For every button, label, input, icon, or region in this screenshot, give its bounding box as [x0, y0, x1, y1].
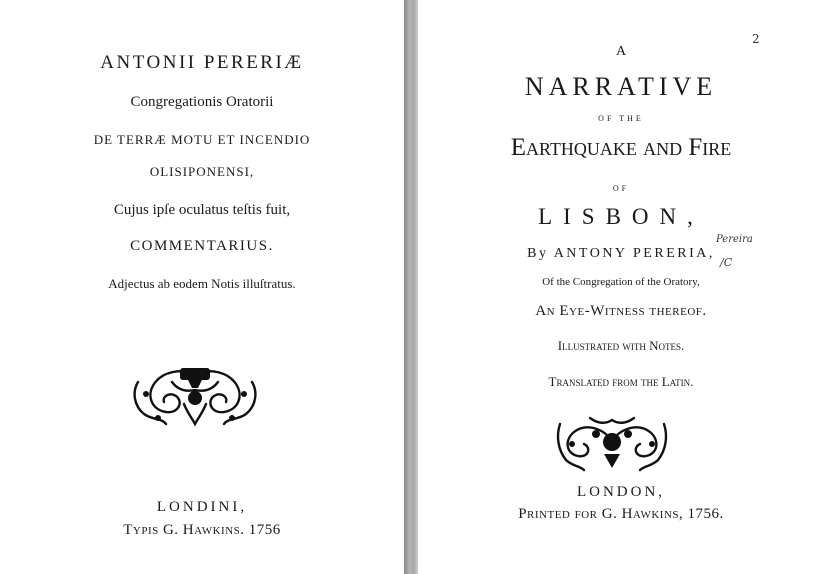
left-line-olisiponensi: OLISIPONENSI,: [149, 164, 255, 179]
printers-ornament-left: [128, 364, 262, 428]
book-gutter: [404, 0, 418, 574]
left-line-cujus: Cujus ipſe oculatus teſtis fuit,: [113, 202, 291, 218]
right-title-page: [418, 0, 824, 574]
left-title: ANTONII PERERIÆ: [100, 52, 304, 73]
right-place: LISBON,: [538, 204, 704, 229]
right-line-translated: Tranſlated from the Latin.: [548, 374, 694, 389]
printers-ornament-right: [554, 410, 670, 472]
right-imprint-printer: Printed for G. Hawkins, 1756.: [518, 506, 724, 522]
left-imprint-printer: Typis G. Hawkins. 1756: [123, 522, 281, 538]
handwritten-annotation-name: Pereira: [716, 234, 753, 245]
right-imprint-city: LONDON,: [576, 484, 666, 500]
right-line-notes: Illuſtrated with Notes.: [557, 338, 685, 353]
handwritten-annotation-mark: /C: [720, 256, 733, 269]
right-line-congregation: Of the Congregation of the Oratory,: [542, 276, 700, 288]
right-subject: Earthquake and Fire: [510, 134, 732, 161]
left-line-de-terrae: DE TERRÆ MOTU ET INCENDIO: [93, 132, 311, 147]
right-of-the: OF THE: [598, 114, 644, 123]
left-line-adjectus: Adjectus ab eodem Notis illuſtratus.: [108, 276, 296, 291]
right-author: By ANTONY PERERIA,: [527, 246, 715, 261]
left-imprint-city: LONDINI,: [156, 499, 248, 515]
left-title-page: [0, 0, 404, 574]
left-line-congregation: Congregationis Oratorii: [130, 94, 274, 110]
corner-page-mark: 2: [752, 32, 760, 46]
left-line-commentarius: COMMENTARIUS.: [130, 238, 274, 254]
right-of: OF: [612, 184, 630, 193]
right-line-witness: An Eye-Witness thereof.: [535, 303, 707, 319]
right-title: NARRATIVE: [524, 72, 718, 101]
right-article: A: [615, 44, 627, 59]
